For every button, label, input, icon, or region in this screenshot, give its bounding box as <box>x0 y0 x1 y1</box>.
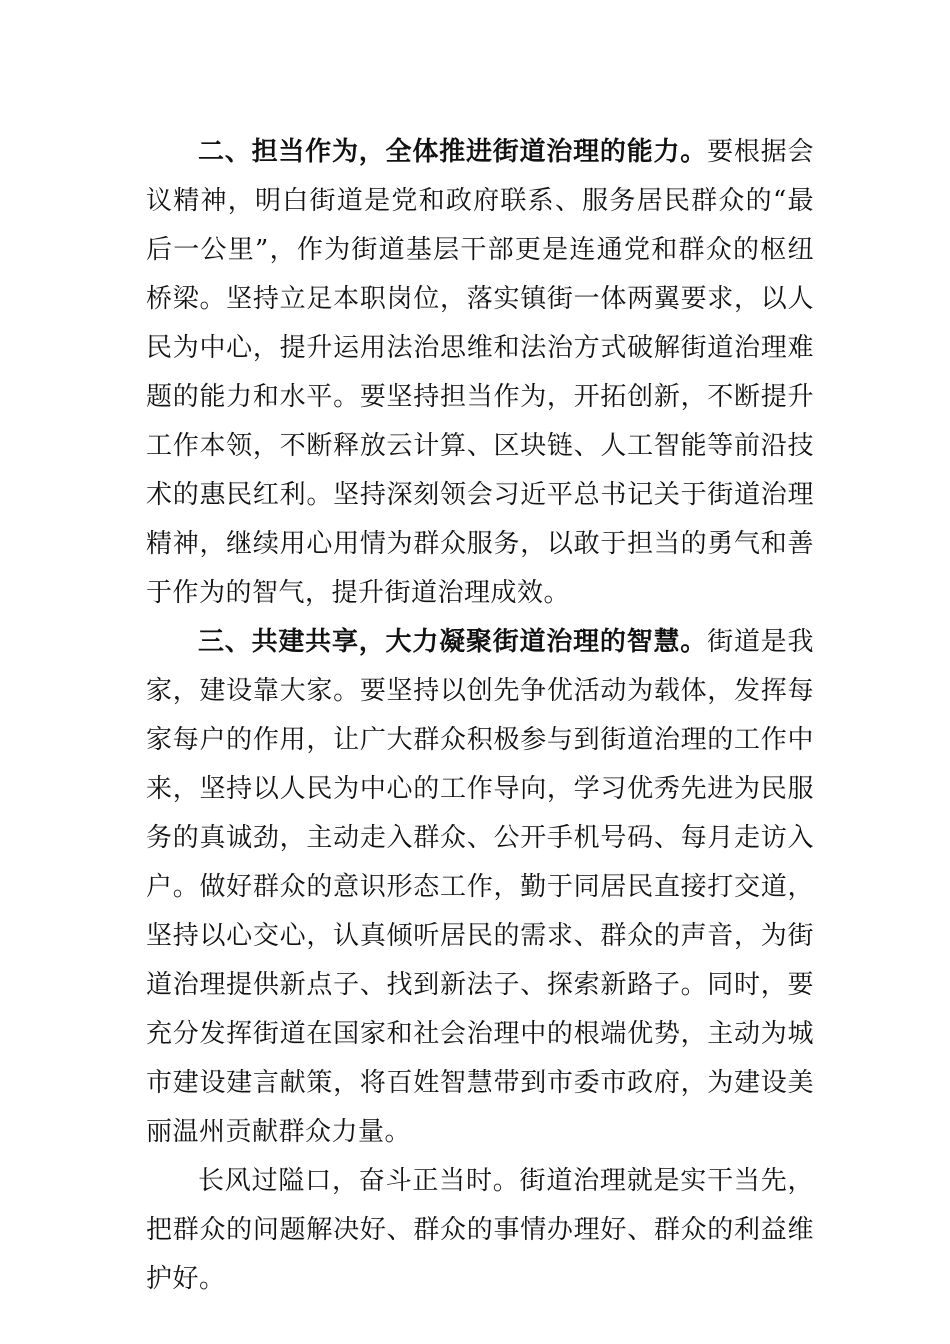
closing-body: 长风过隘口，奋斗正当时。街道治理就是实干当先，把群众的问题解决好、群众的事情办理好、群众的利益维护好。 <box>146 1166 814 1294</box>
paragraph-closing <box>146 1157 814 1304</box>
paragraph-section-three <box>146 618 814 1157</box>
section-three-heading: 三、共建共享，大力凝聚街道治理的智慧。 <box>198 627 708 657</box>
document-body <box>146 128 814 1304</box>
section-three-body: 街道是我家，建设靠大家。要坚持以创先争优活动为载体，发挥每家每户的作用，让广大群众积极参与到街道治理的工作中来，坚持以人民为中心的工作导向，学习优秀先进为民服务的真诚劲，主动走入群众、公开手机号码、每月走访入户。做好群众的意识形态工作，勤于同居民直接打交道，坚持以心交心，认真倾听居民的需求、群众的声音，为街道治理提供新点子、找到新法子、探索新路子。同时，要充分发挥街道在国家和社会治理中的根端优势，主动为城市建设建言献策，将百姓智慧带到市委市政府，为建设美丽温州贡献群众力量。 <box>146 627 814 1147</box>
paragraph-section-two <box>146 128 814 618</box>
section-two-heading: 二、担当作为，全体推进街道治理的能力。 <box>198 137 708 167</box>
section-two-body: 要根据会议精神，明白街道是党和政府联系、服务居民群众的“最后一公里”，作为街道基层干部更是连通党和群众的枢纽桥梁。坚持立足本职岗位，落实镇街一体两翼要求，以人民为中心，提升运用法治思维和法治方式破解街道治理难题的能力和水平。要坚持担当作为，开拓创新，不断提升工作本领，不断释放云计算、区块链、人工智能等前沿技术的惠民红利。坚持深刻领会习近平总书记关于街道治理精神，继续用心用情为群众服务，以敢于担当的勇气和善于作为的智气，提升街道治理成效。 <box>146 137 814 608</box>
